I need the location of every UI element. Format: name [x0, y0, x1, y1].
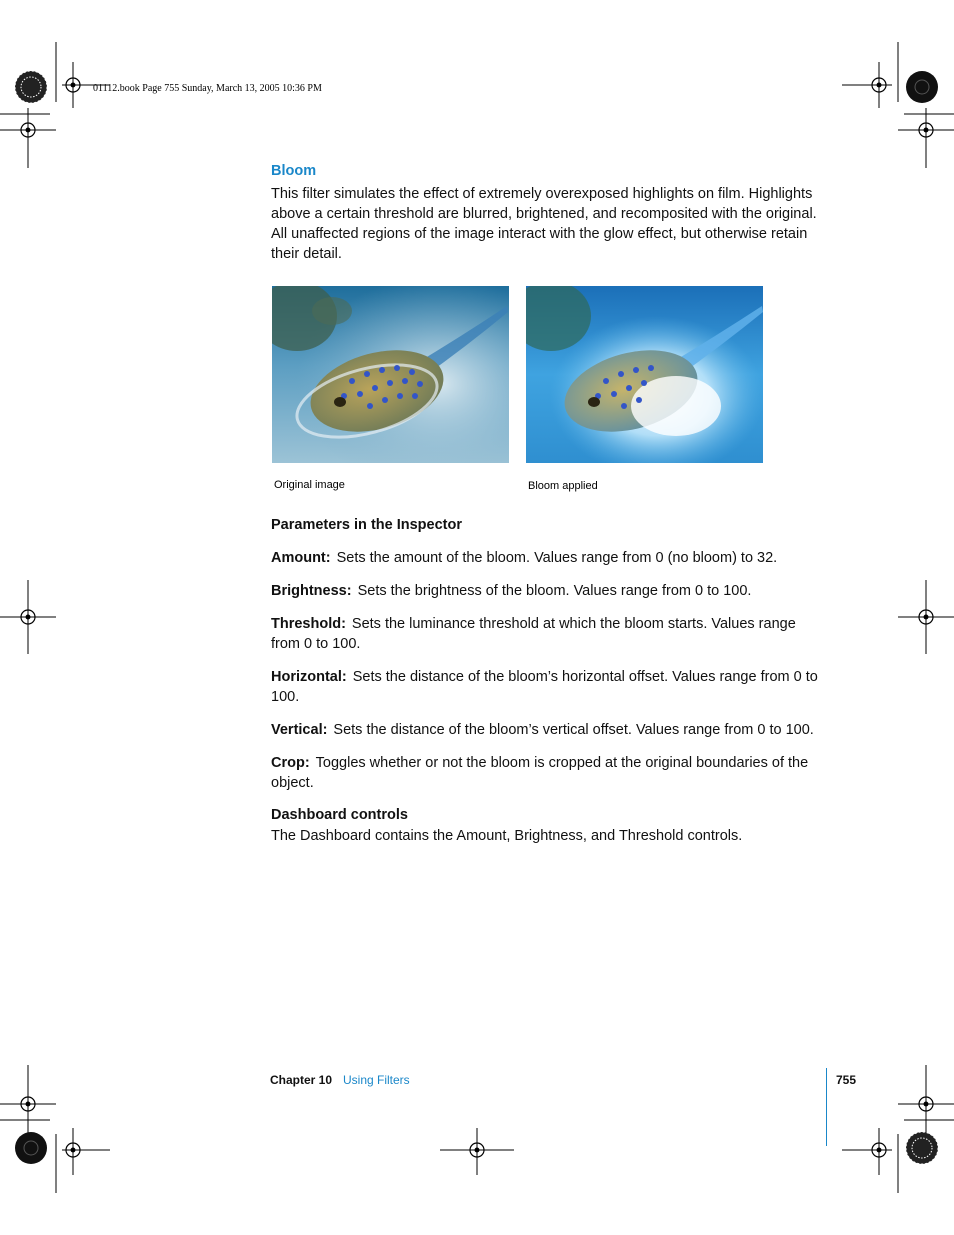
param-threshold — [271, 614, 823, 654]
section-title: Bloom — [271, 163, 317, 179]
param-crop — [271, 753, 823, 793]
param-description: Sets the distance of the bloom’s horizontal offset. Values range from 0 to 100. — [271, 669, 818, 705]
param-term: Amount: — [271, 550, 331, 566]
print-header: 01112.book Page 755 Sunday, March 13, 2005 10:36 PM — [93, 83, 322, 94]
param-description: Sets the brightness of the bloom. Values range from 0 to 100. — [357, 583, 752, 599]
footer-chapter-title: Using Filters — [343, 1073, 410, 1087]
param-term: Crop: — [271, 755, 310, 771]
figure-caption-bloom: Bloom applied — [528, 480, 598, 492]
stingray-original-photo — [272, 286, 509, 463]
intro-paragraph: This filter simulates the effect of extremely overexposed highlights on film. Highlights above a certain threshold are blurred, brightened, and recomposited with the original. All unaffected regions of the image interact with the glow effect, but otherwise retain their detail. — [271, 186, 817, 262]
param-term: Vertical: — [271, 722, 328, 738]
dashboard-heading: Dashboard controls — [271, 807, 408, 823]
figure-original-image — [272, 286, 509, 463]
figure-bloom-applied — [526, 286, 763, 463]
param-term: Threshold: — [271, 616, 346, 632]
footer-chapter: Chapter 10 — [270, 1073, 333, 1087]
param-term: Brightness: — [271, 583, 352, 599]
param-term: Horizontal: — [271, 669, 347, 685]
parameters-heading: Parameters in the Inspector — [271, 517, 462, 533]
figure-caption-original: Original image — [274, 479, 345, 491]
page-number: 755 — [836, 1073, 857, 1087]
param-horizontal — [271, 667, 823, 707]
param-brightness — [271, 581, 823, 601]
param-vertical — [271, 720, 823, 740]
param-amount — [271, 548, 823, 568]
param-description: Sets the luminance threshold at which the bloom starts. Values range from 0 to 100. — [271, 616, 796, 652]
dashboard-description: The Dashboard contains the Amount, Brightness, and Threshold controls. — [271, 828, 743, 844]
param-description: Toggles whether or not the bloom is cropped at the original boundaries of the object. — [271, 755, 809, 791]
footer-divider — [826, 1068, 827, 1146]
param-description: Sets the distance of the bloom’s vertical offset. Values range from 0 to 100. — [333, 722, 814, 738]
stingray-bloom-photo — [526, 286, 763, 463]
param-description: Sets the amount of the bloom. Values range from 0 (no bloom) to 32. — [336, 550, 778, 566]
